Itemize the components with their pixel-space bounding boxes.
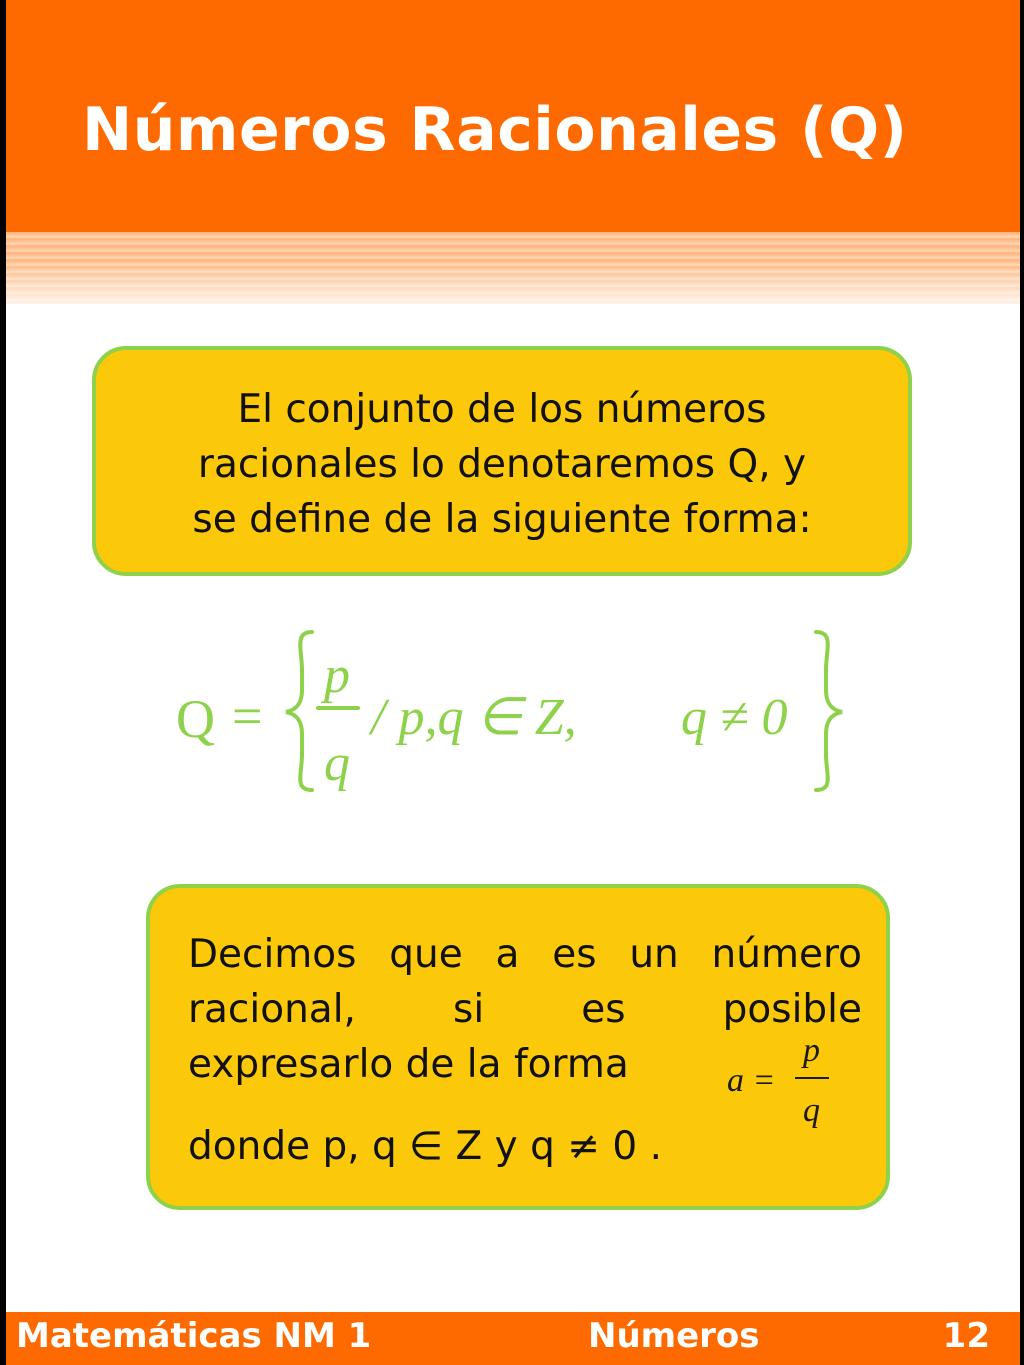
note-word: es bbox=[581, 987, 626, 1032]
note-line-2 bbox=[188, 987, 862, 1032]
note-word: a bbox=[495, 932, 520, 977]
note-line-4: donde p, q ∈ Z y q ≠ 0 . bbox=[188, 1124, 662, 1169]
note-word: número bbox=[711, 932, 862, 977]
slide bbox=[6, 0, 1020, 1365]
banner-gradient bbox=[6, 232, 1020, 304]
note-line-1 bbox=[188, 932, 862, 977]
right-brace bbox=[816, 632, 842, 790]
note-word: que bbox=[389, 932, 463, 977]
formula-set-name: Q bbox=[176, 689, 215, 749]
formula-restriction: q ≠ 0 bbox=[681, 689, 788, 746]
definition-line: El conjunto de los números bbox=[237, 387, 767, 432]
note-word: racional, bbox=[188, 987, 356, 1032]
formula-denominator: q bbox=[324, 735, 350, 792]
formula-equals: = bbox=[232, 686, 263, 746]
left-brace bbox=[286, 632, 312, 790]
footer-topic: Números bbox=[588, 1316, 760, 1356]
formula-condition: / p,q ∈ Z, bbox=[371, 689, 577, 746]
footer-course: Matemáticas NM 1 bbox=[16, 1316, 372, 1356]
definition-line: racionales lo denotaremos Q, y bbox=[197, 442, 807, 487]
note-word: si bbox=[453, 987, 485, 1032]
footer-bar bbox=[6, 1312, 1020, 1365]
note-word: Decimos bbox=[188, 932, 357, 977]
inline-formula-numerator: p bbox=[803, 1033, 820, 1069]
inline-formula-denominator: q bbox=[803, 1092, 820, 1129]
definition-line: se define de la siguiente forma: bbox=[192, 497, 812, 542]
note-word: es bbox=[552, 932, 597, 977]
note-box bbox=[146, 884, 890, 1210]
slide-title: Números Racionales (Q) bbox=[82, 95, 908, 165]
note-word: un bbox=[629, 932, 679, 977]
inline-fraction-formula bbox=[725, 1033, 845, 1133]
footer-page-number: 12 bbox=[942, 1316, 990, 1356]
note-line-3: expresarlo de la forma bbox=[188, 1042, 629, 1087]
definition-box bbox=[92, 346, 912, 576]
formula-numerator: p bbox=[324, 647, 350, 704]
note-word: posible bbox=[722, 987, 862, 1032]
set-definition-formula bbox=[146, 620, 866, 800]
inline-formula-lhs: a = bbox=[727, 1062, 776, 1099]
